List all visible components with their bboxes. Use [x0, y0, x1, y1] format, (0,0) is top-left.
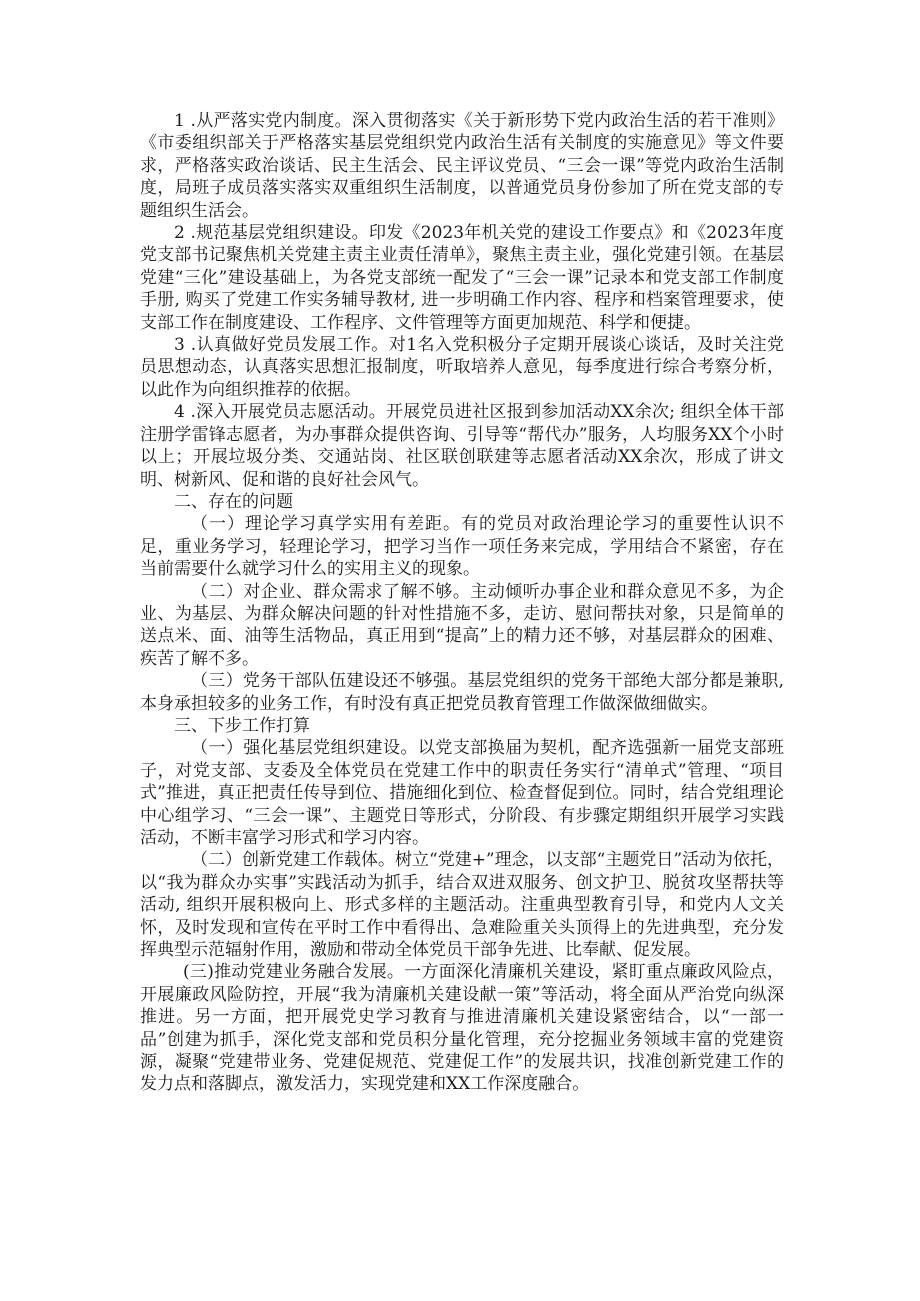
plan-2-innovate-carriers: （二）创新党建工作载体。树立“党建+”理念，以支部“主题党日”活动为依托，以“我为群众办实事”实践活动为抓手，结合双进双服务、创文护卫、脱贫攻坚帮扶等活动, 组织开展积极向上、形式多样的主题活动。注重典型教育引导，和党内人文关怀，及时发现和宣传在平时工作中看得出、急难险重关头顶得上的先进典型，充分发挥典型示范辐射作用，激励和带动全体党员干部争先进、比奉献、促发展。	[140, 850, 785, 961]
plan-3-business-integration: (三)推动党建业务融合发展。一方面深化清廉机关建设，紧盯重点廉政风险点，开展廉政风险防控，开展“我为清廉机关建设献一策”等活动，将全面从严治党向纵深推进。另一方面，把开展党史学习教育与推进清廉机关建设紧密结合，以“一部一品”创建为抓手，深化党支部和党员积分量化管理，充分挖掘业务领域丰富的党建资源，凝聚“党建带业务、党建促规范、党建促工作”的发展共识，找准创新党建工作的发力点和落脚点，激发活力，实现党建和XX工作深度融合。	[140, 962, 784, 1095]
paragraph-3-member-development: 3 .认真做好党员发展工作。对1名入党积极分子定期开展谈心谈话，及时关注党员思想动态，认真落实思想汇报制度，听取培养人意见，每季度进行综合考察分析，以此作为向组织推荐的依据。	[140, 335, 784, 400]
problem-1-theory-study: （一）理论学习真学实用有差距。有的党员对政治理论学习的重要性认识不足，重业务学习，轻理论学习，把学习当作一项任务来完成，学用结合不紧密，存在当前需要什么就学习什么的实用主义的现象。	[140, 514, 784, 580]
problem-2-public-needs: （二）对企业、群众需求了解不够。主动倾听办事企业和群众意见不多，为企业、为基层、为群众解决问题的针对性措施不多，走访、慰问帮扶对象，只是简单的送点米、面、油等生活物品，真正用到“提高”上的精力还不够，对基层群众的困难、疾苦了解不多。	[140, 581, 784, 669]
section-heading-next-steps: 三、下步工作打算	[174, 715, 310, 736]
document-body	[140, 110, 784, 1096]
section-heading-existing-problems: 二、存在的问题	[174, 491, 293, 512]
paragraph-1-strict-party-system: 1 .从严落实党内制度。深入贯彻落实《关于新形势下党内政治生活的若干准则》《市委组织部关于严格落实基层党组织党内政治生活有关制度的实施意见》等文件要求，严格落实政治谈话、民主生活会、民主评议党员、“三会一课”等党内政治生活制度，局班子成员落实落实双重组织生活制度，以普通党员身份参加了所在党支部的专题组织生活会。	[140, 111, 784, 221]
paragraph-2-standardize-organization: 2 .规范基层党组织建设。印发《2023年机关党的建设工作要点》和《2023年度党支部书记聚焦机关党建主责主业责任清单》，聚焦主责主业，强化党建引领。在基层党建“三化”建设基础上，为各党支部统一配发了“三会一课”记录本和党支部工作制度手册, 购买了党建工作实务辅导教材, 进一步明确工作内容、程序和档案管理要求，使支部工作在制度建设、工作程序、文件管理等方面更加规范、科学和便捷。	[140, 223, 784, 333]
plan-1-strengthen-organization: （一）强化基层党组织建设。以党支部换届为契机，配齐选强新一届党支部班子，对党支部、支委及全体党员在党建工作中的职责任务实行“清单式”管理、“项目式”推进，真正把责任传导到位、措施细化到位、检查督促到位。同时，结合党组理论中心组学习、“三会一课”、主题党日等形式，分阶段、有步骤定期组织开展学习实践活动，不断丰富学习形式和学习内容。	[140, 738, 784, 848]
problem-3-party-cadre-team: （三）党务干部队伍建设还不够强。基层党组织的党务干部绝大部分都是兼职, 本身承担较多的业务工作，有时没有真正把党员教育管理工作做深做细做实。	[140, 671, 784, 714]
paragraph-4-volunteer-activities: 4 .深入开展党员志愿活动。开展党员进社区报到参加活动XX余次; 组织全体干部注册学雷锋志愿者，为办事群众提供咨询、引导等“帮代办”服务，人均服务XX个小时以上；开展垃圾分类、交通站岗、社区联创联建等志愿者活动XX余次，形成了讲文明、树新风、促和谐的良好社会风气。	[140, 402, 784, 490]
